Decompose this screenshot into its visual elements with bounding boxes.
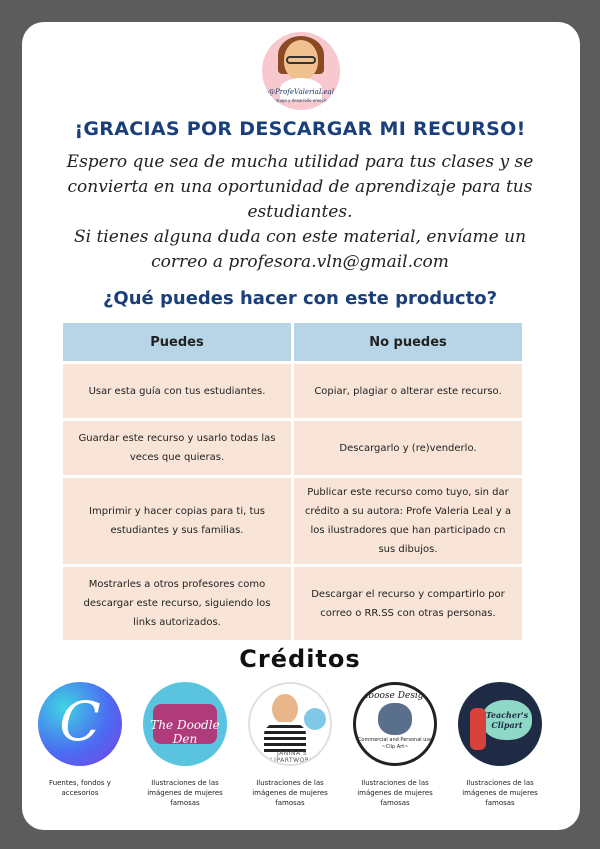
logo-glasses — [286, 56, 316, 64]
caboose-designs-logo-icon — [353, 682, 437, 766]
doodle-logo-text: The Doodle Den — [150, 718, 220, 746]
table-cell-cannot: Copiar, plagiar o alterar este recurso. — [294, 364, 522, 418]
credit-caption: Ilustraciones de las imágenes de mujeres famosas — [462, 779, 538, 807]
table-cell-can: Mostrarles a otros profesores como descargar este recurso, siguiendo los links autorizados. — [63, 567, 291, 640]
caboose-logo-text: Caboose Designs — [356, 691, 434, 701]
credits-title: Créditos — [239, 645, 361, 673]
janina-logo-text: JANINA'S CLIPARTWORLD — [265, 750, 319, 764]
section-subtitle: ¿Qué puedes hacer con este producto? — [102, 288, 498, 309]
credit-caption: Ilustraciones de las imágenes de mujeres famosas — [357, 779, 433, 807]
credit-item-janina — [240, 682, 340, 808]
header-no-puedes: No puedes — [294, 323, 522, 361]
intro-text — [60, 150, 540, 275]
janinas-clipartworld-logo-icon — [248, 682, 332, 766]
table-cell-cannot: Descargarlo y (re)venderlo. — [294, 421, 522, 475]
caboose-license-text: Commercial and Personal use ~Clip Art~ — [357, 737, 433, 750]
doodle-logo-icon — [143, 682, 227, 766]
canva-logo-icon — [38, 682, 122, 766]
header-puedes: Puedes — [63, 323, 291, 361]
permissions-table — [60, 320, 525, 643]
page-title: ¡GRACIAS POR DESCARGAR MI RECURSO! — [74, 118, 526, 140]
credit-item-teachers-clipart — [450, 682, 550, 808]
teachers-clipart-logo-text: Teacher's Clipart — [485, 710, 529, 730]
janina-head-shape — [272, 694, 298, 724]
credit-item-caboose — [345, 682, 445, 808]
credit-caption: Ilustraciones de las imágenes de mujeres famosas — [147, 779, 223, 807]
intro-line-2: Si tienes alguna duda con este material, envíame un correo a profesora.vln@gmail.com — [73, 227, 527, 272]
table-row — [63, 478, 522, 564]
canva-glyph: C — [59, 690, 101, 753]
table-cell-cannot: Descargar el recurso y compartirlo por correo o RR.SS con otras personas. — [294, 567, 522, 640]
janina-shirt-shape — [264, 722, 306, 752]
logo-handle: @ProfeValeriaLeal — [268, 88, 334, 96]
dog-icon — [378, 703, 412, 735]
table-row — [63, 421, 522, 475]
intro-line-1: Espero que sea de mucha utilidad para tus clases y se convierta en una oportunidad de aprendizaje para tus estudiantes. — [66, 152, 534, 222]
table-cell-cannot: Publicar este recurso como tuyo, sin dar crédito a su autora: Profe Valeria Leal y a los ilustradores que han participado cn sus dibujos. — [294, 478, 522, 564]
credit-caption: Fuentes, fondos y accesorios — [49, 779, 111, 797]
credit-item-doodle — [135, 682, 235, 808]
credit-item-canva — [30, 682, 130, 798]
logo-tagline: Lenguaje y desarrollo emocional — [268, 98, 334, 103]
table-cell-can: Guardar este recurso y usarlo todas las veces que quieras. — [63, 421, 291, 475]
table-row — [63, 364, 522, 418]
author-logo — [262, 32, 340, 110]
credit-caption: Ilustraciones de las imágenes de mujeres famosas — [252, 779, 328, 807]
globe-icon — [304, 708, 326, 730]
table-cell-can: Usar esta guía con tus estudiantes. — [63, 364, 291, 418]
table-row — [63, 567, 522, 640]
teachers-clipart-logo-icon — [458, 682, 542, 766]
table-cell-can: Imprimir y hacer copias para ti, tus estudiantes y sus familias. — [63, 478, 291, 564]
